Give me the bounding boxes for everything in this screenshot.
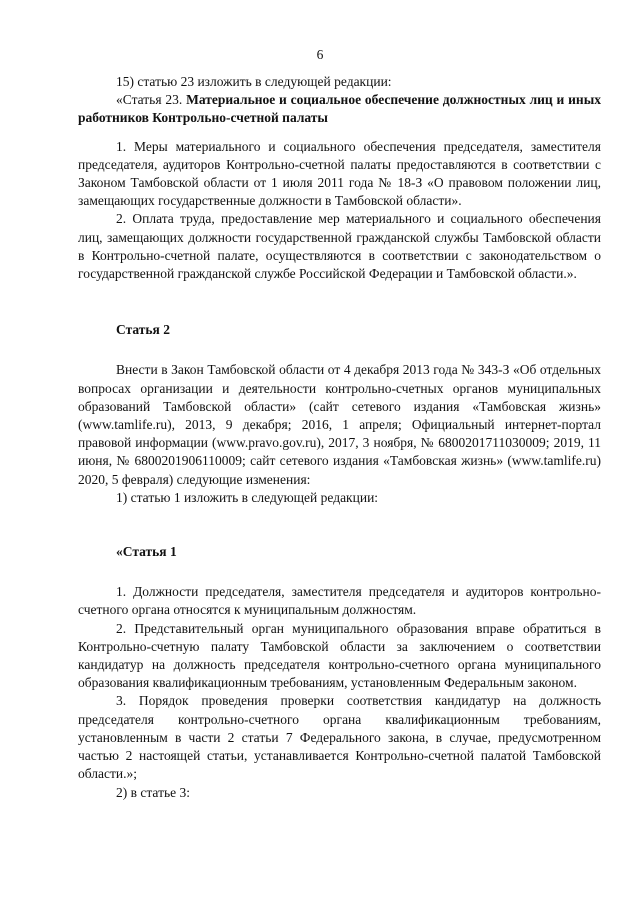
article-23-title-text: Материальное и социальное обеспечение должностных лиц и иных работников Контрольно-счетной палаты bbox=[78, 92, 601, 126]
article-2-item-1: 1) статью 1 изложить в следующей редакции: bbox=[116, 489, 379, 505]
spacer bbox=[78, 561, 601, 583]
document-body bbox=[78, 73, 601, 802]
spacer bbox=[78, 283, 601, 321]
article-23-paragraph-1: 1. Меры материального и социального обеспечения председателя, заместителя председателя, аудиторов Контрольно-счетной палаты предоставляются в соответствии с Законом Тамбовской области от 1 июля 2011 года № 18-З «О правовом положении лиц, замещающих государственные должности в Тамбовской области». bbox=[78, 138, 601, 209]
article-23-title bbox=[78, 91, 601, 127]
article-2-item-2: 2) в статье 3: bbox=[116, 784, 190, 800]
article-23-paragraph-2: 2. Оплата труда, предоставление мер материального и социального обеспечения лиц, замещающих должности государственной гражданской службы Тамбовской области в Контрольно-счетной палате, осуществляются в соответствии с законодательством о государственной гражданской службе Российской Федерации и Тамбовской области.». bbox=[78, 211, 601, 282]
article-1-paragraph-1: 1. Должности председателя, заместителя председателя и аудиторов контрольно-счетного органа относятся к муниципальным должностям. bbox=[78, 584, 601, 618]
article-2-heading: Статья 2 bbox=[116, 322, 170, 338]
spacer bbox=[78, 339, 601, 361]
article-23-prefix: «Статья 23. bbox=[116, 92, 187, 108]
page-number: 6 bbox=[316, 47, 324, 62]
article-1-heading: «Статья 1 bbox=[116, 544, 177, 560]
spacer bbox=[78, 507, 601, 543]
article-1-paragraph-2: 2. Представительный орган муниципального образования вправе обратиться в Контрольно-счетную палату Тамбовской области за заключением о соответствии кандидатур на должность председателя контрольно-счетного органа муниципального образования квалификационным требованиям, установленным Федеральным законом. bbox=[78, 620, 601, 691]
amendment-item-15: 15) статью 23 изложить в следующей редакции: bbox=[116, 74, 392, 89]
spacer bbox=[78, 128, 601, 138]
article-1-paragraph-3: 3. Порядок проведения проверки соответствия кандидатур на должность председателя контрольно-счетного органа квалификационным требованиям, установленным в части 2 статьи 7 Федерального закона, в случае, предусмотренном частью 2 настоящей статьи, устанавливается Контрольно-счетной палатой Тамбовской области.»; bbox=[78, 693, 601, 782]
article-2-intro: Внести в Закон Тамбовской области от 4 декабря 2013 года № 343-З «Об отдельных вопросах организации и деятельности контрольно-счетных органов муниципальных образований Тамбовской области» (сайт сетевого издания «Тамбовская жизнь» (www.tamlife.ru), 2013, 9 декабря; 2016, 1 апреля; Официальный интернет-портал правовой информации (www.pravo.gov.ru), 2017, 3 ноября, № 6800201711030009; 2019, 11 июня, № 6800201906110009; сайт сетевого издания «Тамбовская жизнь» (www.tamlife.ru) 2020, 5 февраля) следующие изменения: bbox=[78, 362, 601, 487]
